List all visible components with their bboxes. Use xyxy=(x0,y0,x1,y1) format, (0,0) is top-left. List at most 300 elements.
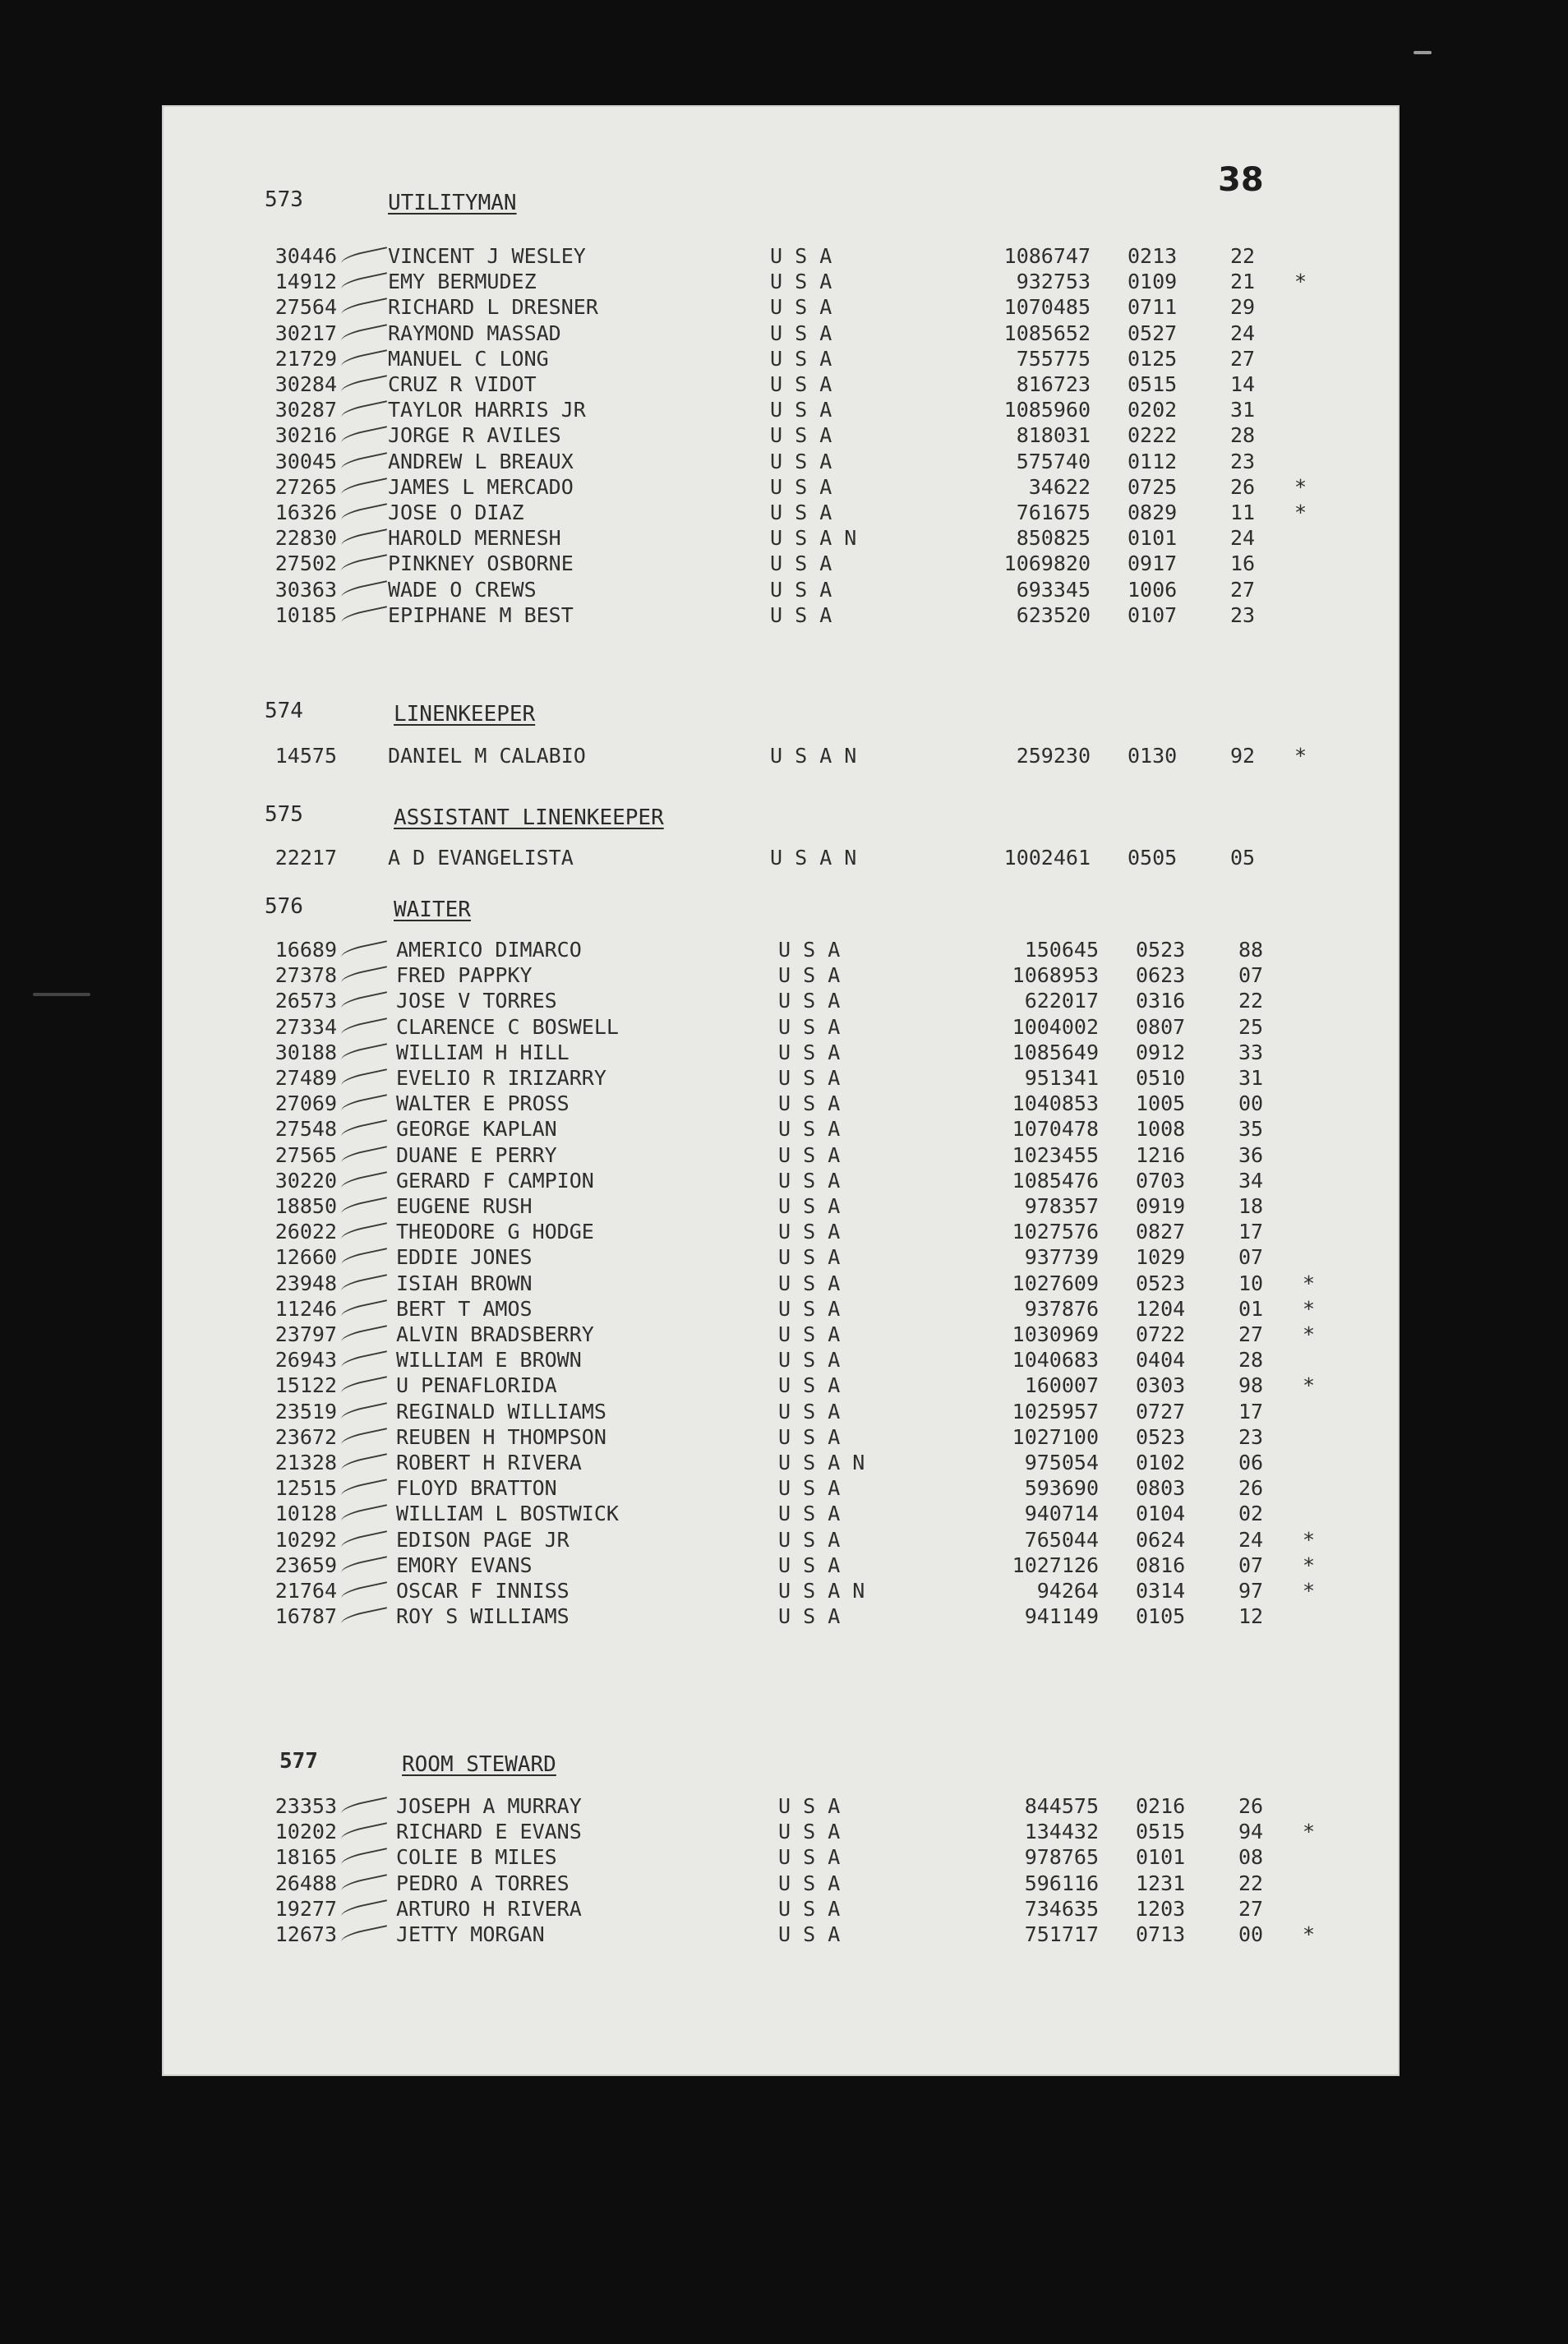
nationality: U S A xyxy=(770,270,832,294)
age-code: 98 xyxy=(1238,1373,1264,1398)
nationality: U S A xyxy=(778,1040,841,1064)
book-number: 1068953 xyxy=(1012,963,1099,988)
nationality: U S A xyxy=(770,577,832,602)
crew-number: 27378 xyxy=(274,963,337,988)
crew-row xyxy=(162,500,1400,526)
check-mark-icon xyxy=(340,1120,390,1143)
check-mark-icon xyxy=(340,1094,390,1117)
check-mark-icon xyxy=(340,940,390,963)
nationality: U S A xyxy=(770,423,832,448)
book-number: 593690 xyxy=(1024,1476,1099,1501)
check-mark-icon xyxy=(340,1607,390,1630)
crew-row xyxy=(162,346,1400,372)
book-number: 1027126 xyxy=(1012,1553,1099,1577)
asterisk-mark: * xyxy=(1303,1373,1316,1398)
crew-name: RICHARD E EVANS xyxy=(396,1820,582,1844)
check-mark-icon xyxy=(340,1797,390,1820)
nationality: U S A xyxy=(778,989,841,1013)
book-number: 761675 xyxy=(1016,501,1091,524)
nationality: U S A xyxy=(778,1871,841,1895)
date-code: 0303 xyxy=(1136,1373,1186,1398)
nationality: U S A xyxy=(770,321,832,345)
book-number: 596116 xyxy=(1024,1871,1099,1895)
book-number: 1085652 xyxy=(1003,321,1091,345)
nationality: U S A xyxy=(770,602,832,627)
nationality: U S A N xyxy=(770,744,857,768)
book-number: 1069820 xyxy=(1003,551,1091,576)
age-code: 23 xyxy=(1238,1424,1264,1449)
crew-name: EMORY EVANS xyxy=(396,1553,533,1577)
book-number: 850825 xyxy=(1016,526,1091,551)
crew-name: PEDRO A TORRES xyxy=(396,1871,570,1895)
nationality: U S A xyxy=(778,1117,841,1142)
asterisk-mark: * xyxy=(1303,1922,1316,1946)
nationality: U S A xyxy=(778,1820,841,1844)
date-code: 0105 xyxy=(1136,1604,1186,1629)
nationality: U S A xyxy=(778,1896,841,1921)
crew-name: ROY S WILLIAMS xyxy=(396,1604,570,1629)
age-code: 92 xyxy=(1230,744,1256,768)
date-code: 0725 xyxy=(1128,474,1178,499)
check-mark-icon xyxy=(340,1377,390,1400)
crew-name: WILLIAM H HILL xyxy=(396,1040,570,1064)
check-mark-icon xyxy=(340,1068,390,1091)
check-mark-icon xyxy=(340,580,390,603)
check-mark-icon xyxy=(340,1274,390,1297)
age-code: 00 xyxy=(1238,1091,1264,1116)
age-code: 31 xyxy=(1230,398,1256,422)
book-number: 1085649 xyxy=(1012,1040,1099,1064)
section-code: 577 xyxy=(279,1749,318,1774)
check-mark-icon xyxy=(340,1248,390,1271)
date-code: 0505 xyxy=(1128,846,1178,870)
date-code: 0515 xyxy=(1128,372,1178,396)
nationality: U S A xyxy=(778,1553,841,1577)
crew-row xyxy=(162,1142,1400,1169)
edge-mark xyxy=(1414,51,1432,54)
date-code: 0523 xyxy=(1136,1424,1186,1449)
date-code: 0527 xyxy=(1128,321,1178,345)
nationality: U S A xyxy=(778,1168,841,1193)
book-number: 1002461 xyxy=(1003,846,1091,870)
age-code: 88 xyxy=(1238,938,1264,962)
book-number: 978357 xyxy=(1024,1194,1099,1218)
check-mark-icon xyxy=(340,349,390,372)
crew-number: 18165 xyxy=(274,1845,337,1870)
crew-row xyxy=(162,1424,1400,1451)
crew-row xyxy=(162,1373,1400,1399)
asterisk-mark: * xyxy=(1303,1553,1316,1577)
crew-name: EPIPHANE M BEST xyxy=(388,602,574,627)
check-mark-icon xyxy=(340,1874,390,1897)
edge-mark xyxy=(33,993,90,996)
check-mark-icon xyxy=(340,324,390,347)
check-mark-icon xyxy=(340,452,390,475)
check-mark-icon xyxy=(340,606,390,629)
age-code: 02 xyxy=(1238,1502,1264,1526)
date-code: 0711 xyxy=(1128,295,1178,320)
check-mark-icon xyxy=(340,1822,390,1845)
nationality: U S A xyxy=(770,295,832,320)
crew-name: OSCAR F INNISS xyxy=(396,1579,570,1603)
date-code: 0101 xyxy=(1136,1845,1186,1870)
crew-number: 11246 xyxy=(274,1296,337,1321)
crew-row xyxy=(162,1322,1400,1348)
crew-name: EDDIE JONES xyxy=(396,1245,533,1270)
crew-name: EDISON PAGE JR xyxy=(396,1527,570,1552)
date-code: 0125 xyxy=(1128,346,1178,371)
check-mark-icon xyxy=(340,1505,390,1528)
check-mark-icon xyxy=(340,992,390,1015)
date-code: 0523 xyxy=(1136,938,1186,962)
date-code: 1203 xyxy=(1136,1896,1186,1921)
crew-number: 23519 xyxy=(274,1399,337,1423)
crew-number: 10128 xyxy=(274,1502,337,1526)
crew-number: 23797 xyxy=(274,1322,337,1346)
crew-number: 18850 xyxy=(274,1194,337,1218)
crew-name: REUBEN H THOMPSON xyxy=(396,1424,606,1449)
nationality: U S A xyxy=(778,1142,841,1167)
book-number: 978765 xyxy=(1024,1845,1099,1870)
book-number: 575740 xyxy=(1016,449,1091,473)
nationality: U S A xyxy=(778,1322,841,1346)
age-code: 22 xyxy=(1238,1871,1264,1895)
check-mark-icon xyxy=(340,400,390,423)
date-code: 1008 xyxy=(1136,1117,1186,1142)
crew-number: 27334 xyxy=(274,1014,337,1039)
crew-row xyxy=(162,1871,1400,1897)
section-title: UTILITYMAN xyxy=(388,191,517,215)
nationality: U S A xyxy=(770,398,832,422)
crew-row xyxy=(162,1603,1400,1630)
crew-number: 30446 xyxy=(274,244,337,268)
book-number: 937876 xyxy=(1024,1296,1099,1321)
book-number: 844575 xyxy=(1024,1794,1099,1818)
crew-number: 10292 xyxy=(274,1527,337,1552)
date-code: 0316 xyxy=(1136,989,1186,1013)
crew-number: 12515 xyxy=(274,1476,337,1501)
date-code: 0727 xyxy=(1136,1399,1186,1423)
nationality: U S A xyxy=(770,551,832,576)
book-number: 622017 xyxy=(1024,989,1099,1013)
crew-number: 14575 xyxy=(274,744,337,768)
check-mark-icon xyxy=(340,1299,390,1322)
age-code: 12 xyxy=(1238,1604,1264,1629)
date-code: 1006 xyxy=(1128,577,1178,602)
crew-number: 27548 xyxy=(274,1117,337,1142)
section-title: ASSISTANT LINENKEEPER xyxy=(394,805,664,830)
crew-number: 10185 xyxy=(274,602,337,627)
date-code: 0222 xyxy=(1128,423,1178,448)
check-mark-icon xyxy=(340,375,390,398)
crew-name: JOSE O DIAZ xyxy=(388,501,524,524)
asterisk-mark: * xyxy=(1294,474,1307,499)
crew-row xyxy=(162,1347,1400,1373)
book-number: 951341 xyxy=(1024,1066,1099,1090)
date-code: 0314 xyxy=(1136,1579,1186,1603)
age-code: 18 xyxy=(1238,1194,1264,1218)
book-number: 1070478 xyxy=(1012,1117,1099,1142)
book-number: 1085960 xyxy=(1003,398,1091,422)
crew-name: WILLIAM E BROWN xyxy=(396,1348,582,1373)
crew-row xyxy=(162,422,1400,449)
book-number: 937739 xyxy=(1024,1245,1099,1270)
crew-row xyxy=(162,602,1400,629)
date-code: 0510 xyxy=(1136,1066,1186,1090)
check-mark-icon xyxy=(340,1325,390,1348)
asterisk-mark: * xyxy=(1303,1322,1316,1346)
crew-name: ROBERT H RIVERA xyxy=(396,1451,582,1474)
crew-number: 30284 xyxy=(274,372,337,396)
book-number: 932753 xyxy=(1016,270,1091,294)
crew-number: 27489 xyxy=(274,1066,337,1090)
crew-number: 27265 xyxy=(274,474,337,499)
crew-name: WALTER E PROSS xyxy=(396,1091,570,1116)
crew-row xyxy=(162,1793,1400,1820)
nationality: U S A xyxy=(778,1502,841,1526)
asterisk-mark: * xyxy=(1294,744,1307,768)
check-mark-icon xyxy=(340,272,390,295)
crew-row xyxy=(162,1219,1400,1245)
nationality: U S A xyxy=(778,1194,841,1218)
age-code: 97 xyxy=(1238,1579,1264,1603)
age-code: 00 xyxy=(1238,1922,1264,1946)
age-code: 08 xyxy=(1238,1845,1264,1870)
crew-name: WADE O CREWS xyxy=(388,577,537,602)
book-number: 34622 xyxy=(1028,474,1091,499)
age-code: 17 xyxy=(1238,1399,1264,1423)
crew-row xyxy=(162,1450,1400,1476)
date-code: 1005 xyxy=(1136,1091,1186,1116)
date-code: 0713 xyxy=(1136,1922,1186,1946)
book-number: 94264 xyxy=(1036,1579,1099,1603)
crew-number: 30188 xyxy=(274,1040,337,1064)
crew-row xyxy=(162,1040,1400,1066)
nationality: U S A xyxy=(770,244,832,268)
book-number: 1086747 xyxy=(1003,244,1091,268)
crew-name: AMERICO DIMARCO xyxy=(396,938,582,962)
book-number: 818031 xyxy=(1016,423,1091,448)
page-number: 38 xyxy=(1218,161,1264,199)
check-mark-icon xyxy=(340,1171,390,1194)
date-code: 0623 xyxy=(1136,963,1186,988)
crew-number: 16326 xyxy=(274,501,337,524)
check-mark-icon xyxy=(340,1453,390,1476)
date-code: 0202 xyxy=(1128,398,1178,422)
book-number: 1004002 xyxy=(1012,1014,1099,1039)
crew-name: BERT T AMOS xyxy=(396,1296,533,1321)
book-number: 1025957 xyxy=(1012,1399,1099,1423)
crew-row xyxy=(162,845,1400,871)
age-code: 94 xyxy=(1238,1820,1264,1844)
crew-row xyxy=(162,294,1400,321)
date-code: 0102 xyxy=(1136,1451,1186,1474)
crew-name: DUANE E PERRY xyxy=(396,1142,557,1167)
age-code: 23 xyxy=(1230,449,1256,473)
crew-row xyxy=(162,1168,1400,1194)
nationality: U S A xyxy=(770,501,832,524)
age-code: 06 xyxy=(1238,1451,1264,1474)
crew-row xyxy=(162,269,1400,295)
check-mark-icon xyxy=(340,298,390,321)
nationality: U S A xyxy=(778,1296,841,1321)
crew-row xyxy=(162,577,1400,603)
crew-number: 14912 xyxy=(274,270,337,294)
crew-row xyxy=(162,1475,1400,1502)
nationality: U S A N xyxy=(770,526,857,551)
book-number: 940714 xyxy=(1024,1502,1099,1526)
book-number: 623520 xyxy=(1016,602,1091,627)
book-number: 1023455 xyxy=(1012,1142,1099,1167)
nationality: U S A xyxy=(770,346,832,371)
age-code: 28 xyxy=(1230,423,1256,448)
book-number: 734635 xyxy=(1024,1896,1099,1921)
date-code: 0216 xyxy=(1136,1794,1186,1818)
nationality: U S A N xyxy=(778,1451,865,1474)
age-code: 05 xyxy=(1230,846,1256,870)
crew-number: 27502 xyxy=(274,551,337,576)
crew-name: JOSEPH A MURRAY xyxy=(396,1794,582,1818)
nationality: U S A N xyxy=(770,846,857,870)
date-code: 0107 xyxy=(1128,602,1178,627)
crew-row xyxy=(162,988,1400,1014)
check-mark-icon xyxy=(340,1530,390,1553)
age-code: 27 xyxy=(1230,577,1256,602)
nationality: U S A xyxy=(778,1604,841,1629)
age-code: 11 xyxy=(1230,501,1256,524)
crew-row xyxy=(162,449,1400,475)
age-code: 07 xyxy=(1238,1245,1264,1270)
crew-number: 26488 xyxy=(274,1871,337,1895)
check-mark-icon xyxy=(340,1581,390,1604)
book-number: 134432 xyxy=(1024,1820,1099,1844)
crew-row xyxy=(162,1844,1400,1871)
age-code: 10 xyxy=(1238,1271,1264,1295)
crew-number: 22830 xyxy=(274,526,337,551)
book-number: 1027576 xyxy=(1012,1220,1099,1244)
crew-name: U PENAFLORIDA xyxy=(396,1373,557,1398)
check-mark-icon xyxy=(340,1350,390,1373)
crew-name: FLOYD BRATTON xyxy=(396,1476,557,1501)
nationality: U S A xyxy=(778,1091,841,1116)
nationality: U S A xyxy=(778,938,841,962)
crew-name: TAYLOR HARRIS JR xyxy=(388,398,586,422)
check-mark-icon xyxy=(340,503,390,526)
age-code: 22 xyxy=(1238,989,1264,1013)
crew-row xyxy=(162,243,1400,270)
age-code: 25 xyxy=(1238,1014,1264,1039)
nationality: U S A xyxy=(778,1922,841,1946)
crew-number: 26022 xyxy=(274,1220,337,1244)
age-code: 31 xyxy=(1238,1066,1264,1090)
nationality: U S A xyxy=(778,1794,841,1818)
crew-number: 21729 xyxy=(274,346,337,371)
section-code: 576 xyxy=(265,894,303,919)
age-code: 27 xyxy=(1238,1322,1264,1346)
nationality: U S A xyxy=(778,1014,841,1039)
crew-number: 23659 xyxy=(274,1553,337,1577)
check-mark-icon xyxy=(340,1222,390,1245)
crew-number: 27565 xyxy=(274,1142,337,1167)
book-number: 975054 xyxy=(1024,1451,1099,1474)
crew-row xyxy=(162,937,1400,963)
crew-name: EMY BERMUDEZ xyxy=(388,270,537,294)
section-code: 574 xyxy=(265,699,303,723)
crew-name: ALVIN BRADSBERRY xyxy=(396,1322,594,1346)
date-code: 1204 xyxy=(1136,1296,1186,1321)
age-code: 26 xyxy=(1238,1476,1264,1501)
age-code: 07 xyxy=(1238,963,1264,988)
crew-number: 23353 xyxy=(274,1794,337,1818)
check-mark-icon xyxy=(340,478,390,501)
crew-row xyxy=(162,1578,1400,1604)
book-number: 755775 xyxy=(1016,346,1091,371)
age-code: 35 xyxy=(1238,1117,1264,1142)
nationality: U S A xyxy=(778,1245,841,1270)
check-mark-icon xyxy=(340,1428,390,1451)
book-number: 1030969 xyxy=(1012,1322,1099,1346)
age-code: 26 xyxy=(1238,1794,1264,1818)
check-mark-icon xyxy=(340,427,390,450)
crew-row xyxy=(162,397,1400,423)
book-number: 693345 xyxy=(1016,577,1091,602)
nationality: U S A xyxy=(770,474,832,499)
age-code: 36 xyxy=(1238,1142,1264,1167)
crew-number: 27069 xyxy=(274,1091,337,1116)
crew-row xyxy=(162,1244,1400,1271)
date-code: 0104 xyxy=(1136,1502,1186,1526)
crew-number: 16787 xyxy=(274,1604,337,1629)
crew-name: EUGENE RUSH xyxy=(396,1194,533,1218)
age-code: 01 xyxy=(1238,1296,1264,1321)
nationality: U S A xyxy=(770,372,832,396)
age-code: 34 xyxy=(1238,1168,1264,1193)
crew-name: REGINALD WILLIAMS xyxy=(396,1399,606,1423)
crew-row xyxy=(162,743,1400,769)
crew-number: 10202 xyxy=(274,1820,337,1844)
crew-number: 26573 xyxy=(274,989,337,1013)
crew-name: RAYMOND MASSAD xyxy=(388,321,561,345)
book-number: 1040683 xyxy=(1012,1348,1099,1373)
date-code: 0917 xyxy=(1128,551,1178,576)
date-code: 1029 xyxy=(1136,1245,1186,1270)
crew-number: 30220 xyxy=(274,1168,337,1193)
crew-name: EVELIO R IRIZARRY xyxy=(396,1066,606,1090)
crew-row xyxy=(162,1501,1400,1527)
nationality: U S A xyxy=(778,1348,841,1373)
date-code: 0515 xyxy=(1136,1820,1186,1844)
crew-row xyxy=(162,1065,1400,1091)
check-mark-icon xyxy=(340,1899,390,1922)
age-code: 26 xyxy=(1230,474,1256,499)
crew-name: HAROLD MERNESH xyxy=(388,526,561,551)
section-code: 575 xyxy=(265,802,303,827)
asterisk-mark: * xyxy=(1294,501,1307,524)
crew-row xyxy=(162,525,1400,551)
nationality: U S A N xyxy=(778,1579,865,1603)
crew-row xyxy=(162,1819,1400,1845)
age-code: 07 xyxy=(1238,1553,1264,1577)
date-code: 0624 xyxy=(1136,1527,1186,1552)
crew-row xyxy=(162,1116,1400,1142)
book-number: 751717 xyxy=(1024,1922,1099,1946)
check-mark-icon xyxy=(340,1402,390,1425)
nationality: U S A xyxy=(778,1066,841,1090)
date-code: 0829 xyxy=(1128,501,1178,524)
crew-name: DANIEL M CALABIO xyxy=(388,744,586,768)
check-mark-icon xyxy=(340,1043,390,1066)
check-mark-icon xyxy=(340,528,390,551)
